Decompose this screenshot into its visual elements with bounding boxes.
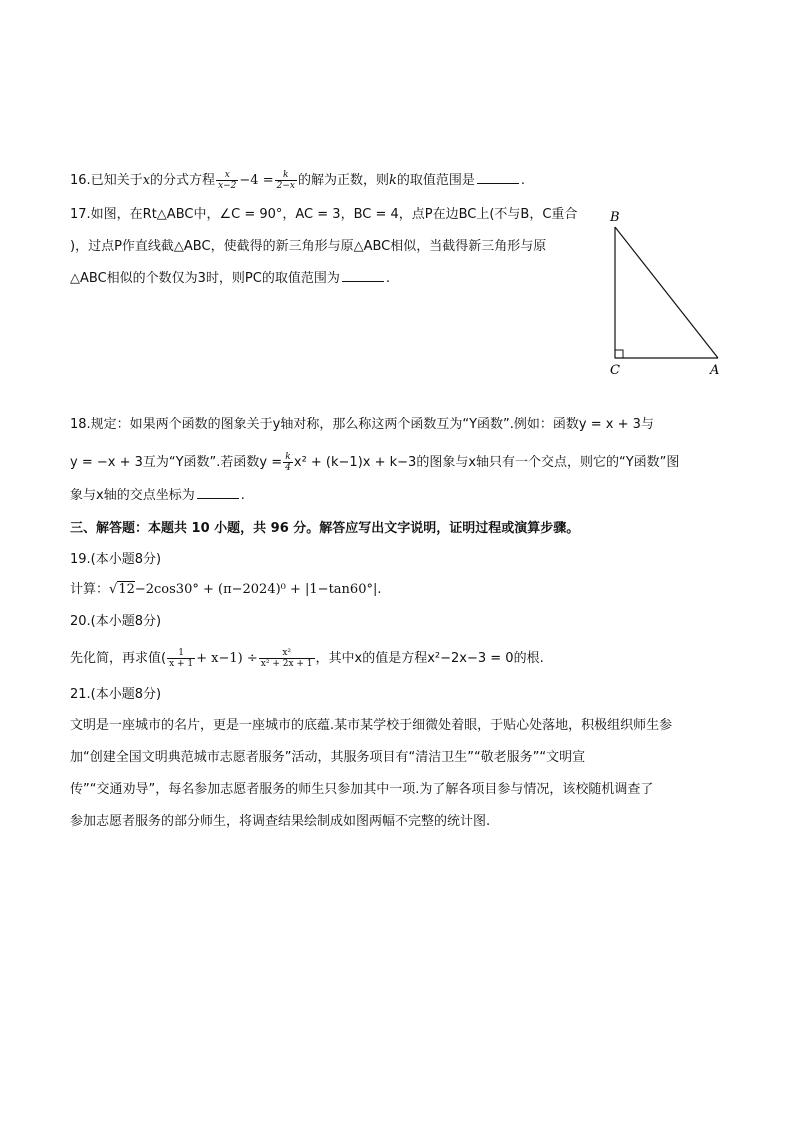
q20-fraction-2: $\frac{\text{x²}}{\text{x² + 2x + 1}}$ bbox=[260, 648, 313, 669]
q19-radicand: 12 bbox=[118, 582, 135, 597]
q17-end: . bbox=[385, 271, 390, 286]
q17-line-3-text: △ABC相似的个数仅为3时，则PC的取值范围为 bbox=[70, 271, 340, 286]
q20-mid: + x−1) ÷ bbox=[196, 651, 258, 666]
q16-tail-2: 的取值范围是 bbox=[396, 173, 475, 188]
q21-line-2: 加“创建全国文明典范城市志愿者服务”活动，其服务项目有“清洁卫生”“敬老服务”“文明宣 bbox=[70, 750, 586, 765]
q16-fraction-1: $\frac{x}{x-2}$ bbox=[218, 170, 237, 191]
q16-operator: −4 = bbox=[239, 173, 274, 188]
q18-line-3-text: 象与x轴的交点坐标为 bbox=[70, 488, 195, 503]
q18-end: . bbox=[240, 488, 245, 503]
answer-blank bbox=[197, 486, 239, 499]
q18-line-2-a: y = −x + 3互为“Y函数”.若函数y = bbox=[70, 455, 283, 470]
q18-line-1: 18.规定：如果两个函数的图象关于y轴对称，那么称这两个函数互为“Y函数”.例如：函数y = x + 3与 bbox=[70, 417, 654, 432]
q18-line-2-b: x² + (k−1)x + k−3的图象与x轴只有一个交点，则它的“Y函数”图 bbox=[293, 455, 680, 470]
q19-end: . bbox=[377, 582, 382, 597]
q18-line-2 bbox=[70, 452, 679, 473]
q16-intro: 已知关于 bbox=[90, 173, 143, 188]
q19-expression bbox=[70, 580, 382, 600]
q16-tail-1: 的解为正数，则 bbox=[297, 173, 389, 188]
q16-mid: 的分式方程 bbox=[150, 173, 216, 188]
q18-line-3 bbox=[70, 486, 245, 506]
vertex-label-a: A bbox=[710, 363, 720, 378]
answer-blank bbox=[342, 269, 384, 282]
q20-tail: ，其中x的值是方程x²−2x−3 = 0的根. bbox=[315, 651, 544, 666]
q19-expr: −2cos30° + (π−2024)⁰ + |1−tan60°| bbox=[134, 582, 378, 597]
q17-line-3 bbox=[70, 269, 390, 289]
q19-header: 19.(本小题8分) bbox=[70, 552, 162, 567]
answer-blank bbox=[477, 171, 519, 184]
q21-line-1: 文明是一座城市的名片，更是一座城市的底蕴.某市某学校于细微处着眼，于贴心处落地，积极组织师生参 bbox=[70, 718, 673, 733]
sqrt-symbol: √ bbox=[109, 582, 118, 597]
q17-line-2: )，过点P作直线截△ABC，使截得的新三角形与原△ABC相似，当截得新三角形与原 bbox=[70, 239, 547, 254]
q20-header: 20.(本小题8分) bbox=[70, 614, 162, 629]
side-ab bbox=[615, 227, 718, 358]
q21-line-4: 参加志愿者服务的部分师生，将调查结果绘制成如图两幅不完整的统计图. bbox=[70, 814, 491, 829]
q20-expression bbox=[70, 648, 544, 669]
q21-line-3: 传”“交通劝导”，每名参加志愿者服务的师生只参加其中一项.为了解各项目参与情况，该校随机调查了 bbox=[70, 782, 654, 797]
q21-header: 21.(本小题8分) bbox=[70, 687, 162, 702]
vertex-label-b: B bbox=[610, 210, 620, 225]
section-3-heading: 三、解答题：本题共 10 小题，共 96 分。解答应写出文字说明，证明过程或演算步骤。 bbox=[70, 521, 580, 536]
q18-fraction: $\frac{k}{4}$ bbox=[285, 452, 291, 473]
q19-prefix: 计算： bbox=[70, 582, 110, 597]
q16-end: . bbox=[520, 173, 526, 188]
right-angle-mark bbox=[615, 350, 623, 358]
vertex-label-c: C bbox=[610, 363, 620, 378]
q17-line-1: 17.如图，在Rt△ABC中，∠C = 90°，AC = 3，BC = 4，点P在边BC上(不与B，C重合 bbox=[70, 207, 578, 222]
q16-var-x: x bbox=[142, 173, 151, 188]
q20-fraction-1: $\frac{1}{x + 1}$ bbox=[169, 648, 194, 669]
q16-fraction-2: $\frac{k}{2-x}$ bbox=[276, 170, 295, 191]
question-16 bbox=[70, 170, 525, 191]
triangle-figure bbox=[600, 205, 730, 380]
q20-prefix: 先化简，再求值( bbox=[70, 651, 167, 666]
q16-number: 16. bbox=[70, 173, 91, 188]
q16-var-k: k bbox=[388, 173, 397, 188]
